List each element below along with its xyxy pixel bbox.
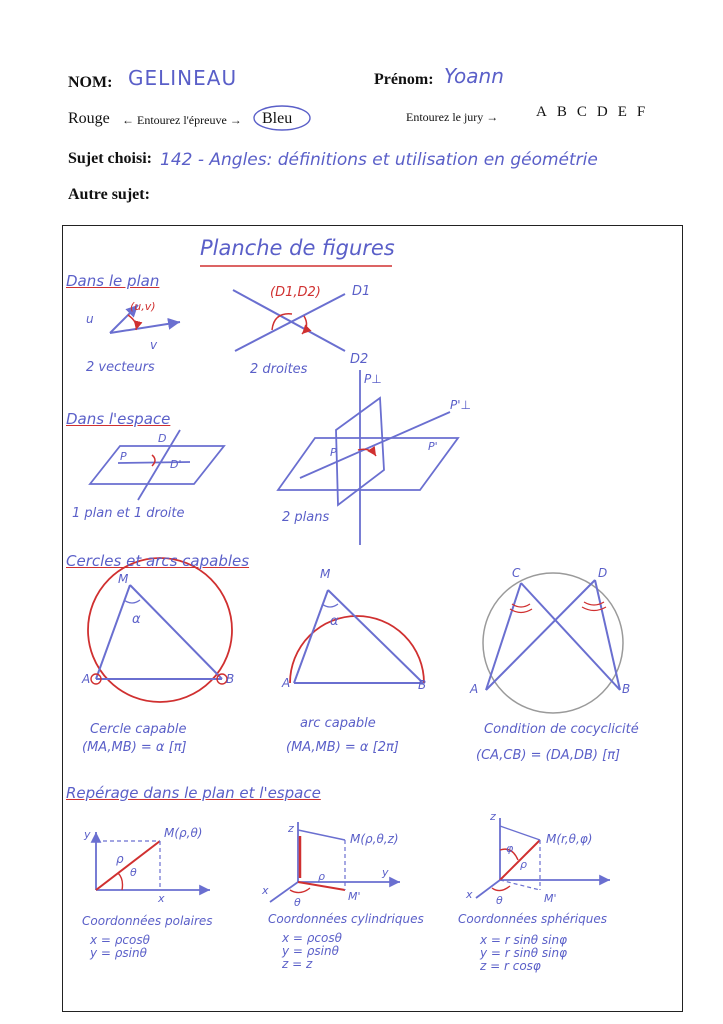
cyl-m-prime: M' [348,890,361,903]
entourez-epreuve: ← Entourez l'épreuve → [122,113,242,127]
cyl-caption: Coordonnées cylindriques [268,912,424,926]
sph-caption: Coordonnées sphériques [458,912,607,926]
plane-line-caption: 1 plan et 1 droite [72,506,185,521]
cyl-z-axis: z [288,822,294,835]
c2-a-label: A [282,676,291,690]
vec-angle-label: (u,v) [130,300,156,313]
cyl-theta: θ [294,896,301,909]
plane-p-label: P [120,450,127,463]
c3-formula: (CA,CB) = (DA,DB) [π] [476,748,621,763]
c3-b-label: B [622,682,631,696]
section-cercles: Cercles et arcs capables [66,552,250,570]
sph-m-prime: M' [544,892,557,905]
sph-point: M(r,θ,φ) [546,832,593,846]
c2-b-label: B [418,678,427,692]
c1-alpha: α [132,612,141,627]
c1-m-label: M [118,572,129,586]
c1-a-label: A [82,672,91,686]
cyl-eq-x: x = ρcosθ [282,931,342,945]
cocyclicity-figure [483,573,623,713]
polar-theta: θ [130,866,137,879]
entourez-jury: Entourez le jury → [406,110,499,124]
section-espace: Dans l'espace [66,410,171,428]
cyl-eq [282,932,342,971]
line-d2-label: D2 [350,352,369,367]
c2-formula: (MA,MB) = α [2π] [286,740,399,755]
sph-eq-x: x = r sinθ sinφ [480,933,567,947]
c3-c-label: C [512,566,521,580]
sph-eq-y: y = r sinθ sinφ [480,946,567,960]
cyl-rho: ρ [318,870,325,883]
cyl-point: M(ρ,θ,z) [350,832,399,846]
c1-formula: (MA,MB) = α [π] [82,740,187,755]
perp2-label: P'⊥ [450,398,471,412]
section-reperage: Repérage dans le plan et l'espace [66,784,321,802]
plane-line-figure [90,430,224,500]
sph-phi: φ [506,842,514,855]
sph-x-axis: x [466,888,473,901]
jury-f[interactable]: F [636,104,656,120]
nom-value: GELINEAU [128,66,238,90]
line-d1-label: D1 [352,284,371,299]
cyl-eq-y: y = ρsinθ [282,944,339,958]
spherical-figure [476,818,610,898]
autre-sujet-label: Autre sujet: [68,186,150,203]
circle-capable-figure [88,558,235,702]
polar-eq-y: y = ρsinθ [90,946,147,960]
vectors-caption: 2 vecteurs [86,360,155,375]
sph-rho: ρ [520,858,527,871]
jury-d[interactable]: D [596,104,618,120]
polar-eq [90,934,150,960]
planes-p2-label: P' [428,440,438,453]
cyl-eq-z: z = z [282,957,313,971]
polar-rho: ρ [116,852,124,866]
rouge-label: Rouge [68,110,110,127]
section-plan: Dans le plan [66,272,160,290]
prenom-value: Yoann [444,64,504,88]
polar-x-axis: x [158,892,165,905]
prenom-label: Prénom: [374,71,434,88]
planes-p-label: P [330,446,337,459]
sujet-label: Sujet choisi: [68,150,152,167]
arc-capable-figure [290,590,424,683]
polar-figure [96,832,210,890]
c2-caption: arc capable [300,716,376,731]
sujet-value: 142 - Angles: définitions et utilisation en géométrie [160,150,598,170]
perp1-label: P⊥ [364,372,382,386]
polar-point: M(ρ,θ) [164,826,203,840]
c3-d-label: D [598,566,608,580]
jury-a[interactable]: A [536,104,557,120]
c1-b-label: B [226,672,235,686]
polar-caption: Coordonnées polaires [82,914,213,928]
jury-c[interactable]: C [576,104,597,120]
c2-m-label: M [320,567,331,581]
sph-theta: θ [496,894,503,907]
cyl-y-axis: y [382,866,389,879]
c3-a-label: A [470,682,479,696]
sph-eq [480,934,567,973]
vec-v-label: v [150,338,158,352]
polar-y-axis: y [84,828,91,841]
polar-eq-x: x = ρcosθ [90,933,150,947]
cyl-x-axis: x [262,884,269,897]
sph-z-axis: z [490,810,496,823]
jury-e[interactable]: E [617,104,637,120]
nom-label: NOM: [68,74,113,91]
vec-u-label: u [86,312,94,326]
line-dprime-label: D' [170,458,182,471]
bleu-label: Bleu [262,110,293,127]
two-planes-caption: 2 plans [282,510,330,525]
sph-eq-z: z = r cosφ [480,959,541,973]
c2-alpha: α [330,614,339,629]
sheet-title: Planche de figures [200,236,395,260]
lines-angle-label: (D1,D2) [270,285,321,300]
c1-caption: Cercle capable [90,722,187,737]
lines-caption: 2 droites [250,362,308,377]
bleu-circle [254,106,310,130]
line-d-label: D [158,432,167,445]
c3-caption: Condition de cocyclicité [484,722,639,737]
jury-b[interactable]: B [556,104,577,120]
